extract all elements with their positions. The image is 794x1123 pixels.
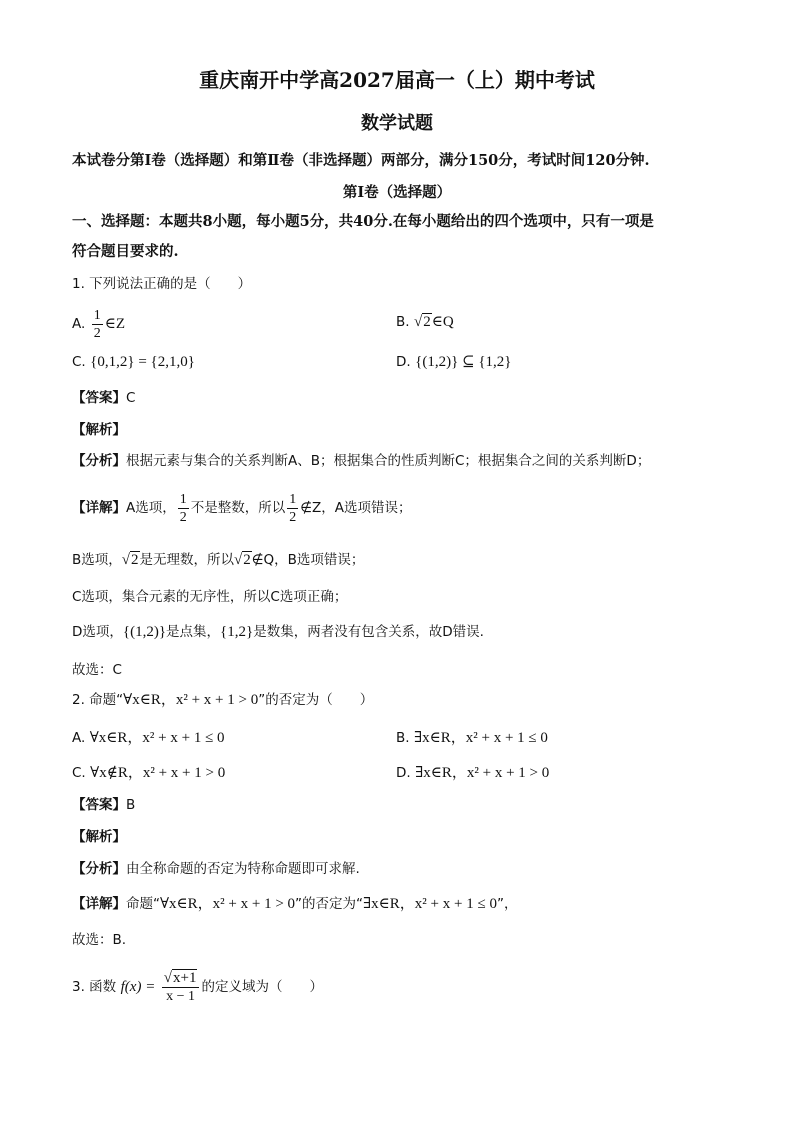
q2-analysis-heading [72, 827, 126, 847]
q2-conclusion: 故选：B. [72, 932, 127, 948]
q1-option-a [72, 306, 125, 342]
fenxi-text: 由全称命题的否定为特称命题即可求解. [126, 861, 360, 877]
q1-xiangjie-b [72, 550, 364, 570]
xiangjie-tag: 【详解】 [72, 896, 126, 912]
xiangjie-text: ”的否定为“ [295, 896, 364, 912]
sqrt-radicand: 2 [243, 552, 251, 568]
q2-option-a-expr: ∀x∈R，x² + x + 1 ≤ 0 [89, 730, 225, 746]
q1-xiangjie-c: C选项，集合元素的无序性，所以C选项正确； [72, 589, 348, 605]
sqrt: √x+1 [163, 969, 197, 986]
q2-option-b-expr: ∃x∈R，x² + x + 1 ≤ 0 [414, 730, 548, 746]
xiangjie-text: 不是整数，所以 [190, 500, 286, 516]
q1-option-b-label: B. [396, 314, 410, 330]
exam-subtitle: 数学试题 [361, 113, 433, 134]
xiangjie-text: 命题“ [126, 896, 160, 912]
math-expr: ∀x∈R，x² + x + 1 > 0 [160, 896, 296, 912]
exam-instructions: 本试卷分第Ⅰ卷（选择题）和第Ⅱ卷（非选择题）两部分，满分150分，考试时间120分钟. [72, 152, 650, 169]
q2-fenxi [72, 859, 360, 879]
q1-analysis-heading [72, 420, 126, 440]
q2-option-c [72, 763, 225, 783]
sqrt-radicand: 2 [423, 314, 431, 330]
sqrt: √2 [234, 552, 251, 568]
fraction [287, 491, 298, 526]
q2-option-d-label: D. [396, 765, 411, 781]
frac-denominator: 2 [179, 509, 187, 525]
answer-value: B [126, 797, 136, 813]
sqrt-radicand: x+1 [173, 969, 197, 986]
q1-fenxi [72, 451, 650, 471]
q2-option-d [396, 763, 549, 783]
q3-fraction [162, 970, 200, 1005]
section-heading-line2: 符合题目要求的. [72, 243, 179, 260]
q2-option-d-expr: ∃x∈R，x² + x + 1 > 0 [415, 765, 550, 781]
q2-option-a [72, 728, 225, 748]
xiangjie-text: ∉Z，A选项错误； [300, 500, 412, 516]
q2-xiangjie [72, 894, 517, 914]
frac-numerator: 1 [179, 491, 187, 507]
q2-stem-math: ∀x∈R，x² + x + 1 > 0 [123, 692, 259, 708]
q1-option-a-fraction [92, 307, 103, 342]
q1-option-b-rest: ∈Q [431, 314, 454, 330]
math-expr: {(1,2)} [122, 624, 167, 640]
q2-stem [72, 690, 373, 710]
frac-numerator: 1 [289, 491, 297, 507]
frac-numerator: 1 [93, 307, 101, 323]
section-heading-line1: 一、选择题：本题共8小题，每小题5分，共40分.在每小题给出的四个选项中，只有一项是 [72, 213, 654, 230]
q1-stem: 1. 下列说法正确的是（ ） [72, 276, 252, 292]
xiangjie-text: ∉Q，B选项错误； [251, 552, 365, 568]
q3-stem [72, 965, 323, 1009]
q3-function-name: f(x) = [120, 979, 156, 995]
math-expr: {1,2} [220, 624, 254, 640]
q1-option-a-label: A. [72, 316, 86, 332]
part-heading: 第Ⅰ卷（选择题） [342, 184, 452, 201]
q1-option-d [396, 352, 512, 372]
q2-option-a-label: A. [72, 730, 86, 746]
answer-value: C [126, 390, 136, 406]
q1-option-b [396, 312, 454, 332]
answer-tag: 【答案】 [72, 797, 126, 813]
xiangjie-text: ”， [496, 896, 518, 912]
xiangjie-tag: 【详解】 [72, 500, 126, 516]
q3-stem-text: 3. 函数 [72, 979, 117, 995]
fenxi-text: 根据元素与集合的关系判断A、B；根据集合的性质判断C；根据集合之间的关系判断D； [126, 453, 651, 469]
frac-denominator: 2 [93, 325, 101, 341]
q3-stem-text: 的定义域为（ ） [201, 979, 323, 995]
frac-denominator: 2 [289, 509, 297, 525]
sqrt-radicand: 2 [131, 552, 139, 568]
frac-denominator: x − 1 [162, 987, 200, 1005]
answer-tag: 【答案】 [72, 390, 126, 406]
q2-stem-text: 2. 命题“ [72, 692, 124, 708]
q1-xiangjie-a [72, 490, 412, 526]
q1-option-c-label: C. [72, 354, 86, 370]
sqrt: √2 [121, 552, 139, 568]
q2-stem-text: ”的否定为（ ） [258, 692, 374, 708]
q1-option-c [72, 352, 195, 372]
xiangjie-text: 是无理数，所以 [139, 552, 234, 568]
q1-answer [72, 388, 135, 408]
xiangjie-text: D选项， [72, 624, 123, 640]
q1-conclusion: 故选：C [72, 662, 122, 678]
xiangjie-text: 是点集， [166, 624, 221, 640]
q1-option-d-expr: {(1,2)} ⊆ {1,2} [415, 354, 512, 370]
q1-option-d-label: D. [396, 354, 411, 370]
fenxi-tag: 【分析】 [72, 453, 126, 469]
math-expr: ∃x∈R，x² + x + 1 ≤ 0 [363, 896, 497, 912]
q1-option-a-rest: ∈Z [104, 316, 126, 332]
q1-option-b-sqrt: √2 [414, 314, 431, 330]
fenxi-tag: 【分析】 [72, 861, 126, 877]
analysis-tag: 【解析】 [72, 829, 126, 845]
q1-xiangjie-d [72, 622, 484, 642]
q2-answer [72, 795, 135, 815]
fraction [178, 491, 189, 526]
q2-option-c-expr: ∀x∉R，x² + x + 1 > 0 [90, 765, 226, 781]
xiangjie-text: 是数集，两者没有包含关系，故D错误. [253, 624, 484, 640]
xiangjie-text: A选项， [126, 500, 176, 516]
q2-option-b [396, 728, 548, 748]
q2-option-b-label: B. [396, 730, 410, 746]
exam-title: 重庆南开中学高2027届高一（上）期中考试 [199, 68, 595, 92]
analysis-tag: 【解析】 [72, 422, 126, 438]
q1-option-c-expr: {0,1,2} = {2,1,0} [90, 354, 195, 370]
xiangjie-text: B选项， [72, 552, 122, 568]
q2-option-c-label: C. [72, 765, 86, 781]
